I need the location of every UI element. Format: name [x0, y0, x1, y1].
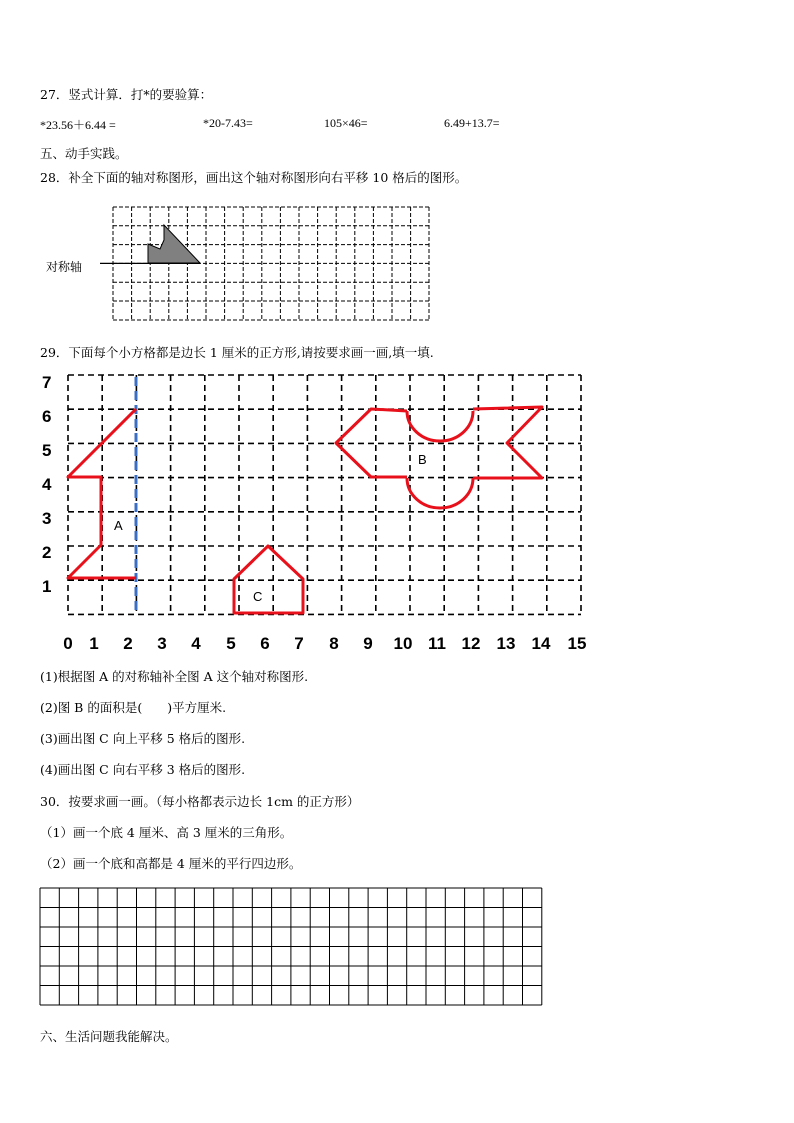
- x-tick-3: 3: [157, 634, 167, 653]
- q29-x-axis: [63, 634, 586, 653]
- x-tick-13: 13: [496, 634, 516, 653]
- q29-y-axis: [42, 373, 52, 596]
- x-tick-0: 0: [63, 634, 73, 653]
- q29-sub1: (1)根据图 A 的对称轴补全图 A 这个轴对称图形.: [40, 669, 309, 684]
- q29-label-c: C: [253, 589, 263, 604]
- x-tick-9: 9: [363, 634, 373, 653]
- y-tick-1: 1: [42, 577, 52, 596]
- q29-grid: [68, 375, 581, 614]
- q28-grid-figure: [100, 200, 440, 330]
- x-tick-8: 8: [329, 634, 339, 653]
- q27-item-1: *23.56＋6.44 =: [40, 118, 116, 132]
- x-tick-12: 12: [461, 634, 481, 653]
- x-tick-5: 5: [226, 634, 236, 653]
- q30-sub2: （2）画一个底和高都是 4 厘米的平行四边形。: [40, 856, 302, 871]
- q27-item-3: 105×46=: [324, 116, 368, 130]
- y-tick-4: 4: [42, 475, 52, 494]
- q29-title: 29．下面每个小方格都是边长 1 厘米的正方形,请按要求画一画,填一填.: [40, 345, 434, 360]
- q29-grid-figure: [30, 365, 600, 655]
- y-tick-2: 2: [42, 543, 52, 562]
- x-tick-6: 6: [260, 634, 270, 653]
- q29-shape-a: [68, 409, 136, 578]
- q28-shape: [148, 225, 200, 263]
- q28-title: 28．补全下面的轴对称图形，画出这个轴对称图形向右平移 10 格后的图形。: [40, 170, 468, 185]
- q27-item-4: 6.49+13.7=: [444, 116, 500, 130]
- section-5-heading: 五、动手实践。: [40, 146, 128, 161]
- x-tick-15: 15: [567, 634, 587, 653]
- q29-sub4: (4)画出图 C 向右平移 3 格后的图形.: [40, 762, 246, 777]
- x-tick-14: 14: [531, 634, 551, 653]
- q27-item-2: *20-7.43=: [203, 116, 253, 130]
- q30-sub1: （1）画一个底 4 厘米、高 3 厘米的三角形。: [40, 825, 293, 840]
- y-tick-7: 7: [42, 373, 52, 392]
- x-tick-11: 11: [428, 634, 446, 653]
- y-tick-5: 5: [42, 441, 52, 460]
- q29-sub2: (2)图 B 的面积是( )平方厘米.: [40, 700, 227, 715]
- x-tick-1: 1: [89, 634, 99, 653]
- y-tick-3: 3: [42, 509, 52, 528]
- q30-title: 30．按要求画一画。（每小格都表示边长 1cm 的正方形）: [40, 794, 360, 809]
- x-tick-7: 7: [294, 634, 304, 653]
- x-tick-10: 10: [393, 634, 413, 653]
- x-tick-2: 2: [123, 634, 133, 653]
- section-6-heading: 六、生活问题我能解决。: [40, 1029, 178, 1044]
- q28-axis-label: 对称轴: [46, 260, 83, 274]
- q30-grid: [38, 886, 543, 1012]
- q29-label-a: A: [114, 518, 123, 533]
- q27-title: 27．竖式计算．打*的要验算：: [40, 87, 213, 102]
- q29-shape-b: [336, 407, 542, 508]
- y-tick-6: 6: [42, 407, 52, 426]
- q29-label-b: B: [418, 452, 427, 467]
- x-tick-4: 4: [191, 634, 201, 653]
- q29-sub3: (3)画出图 C 向上平移 5 格后的图形.: [40, 731, 246, 746]
